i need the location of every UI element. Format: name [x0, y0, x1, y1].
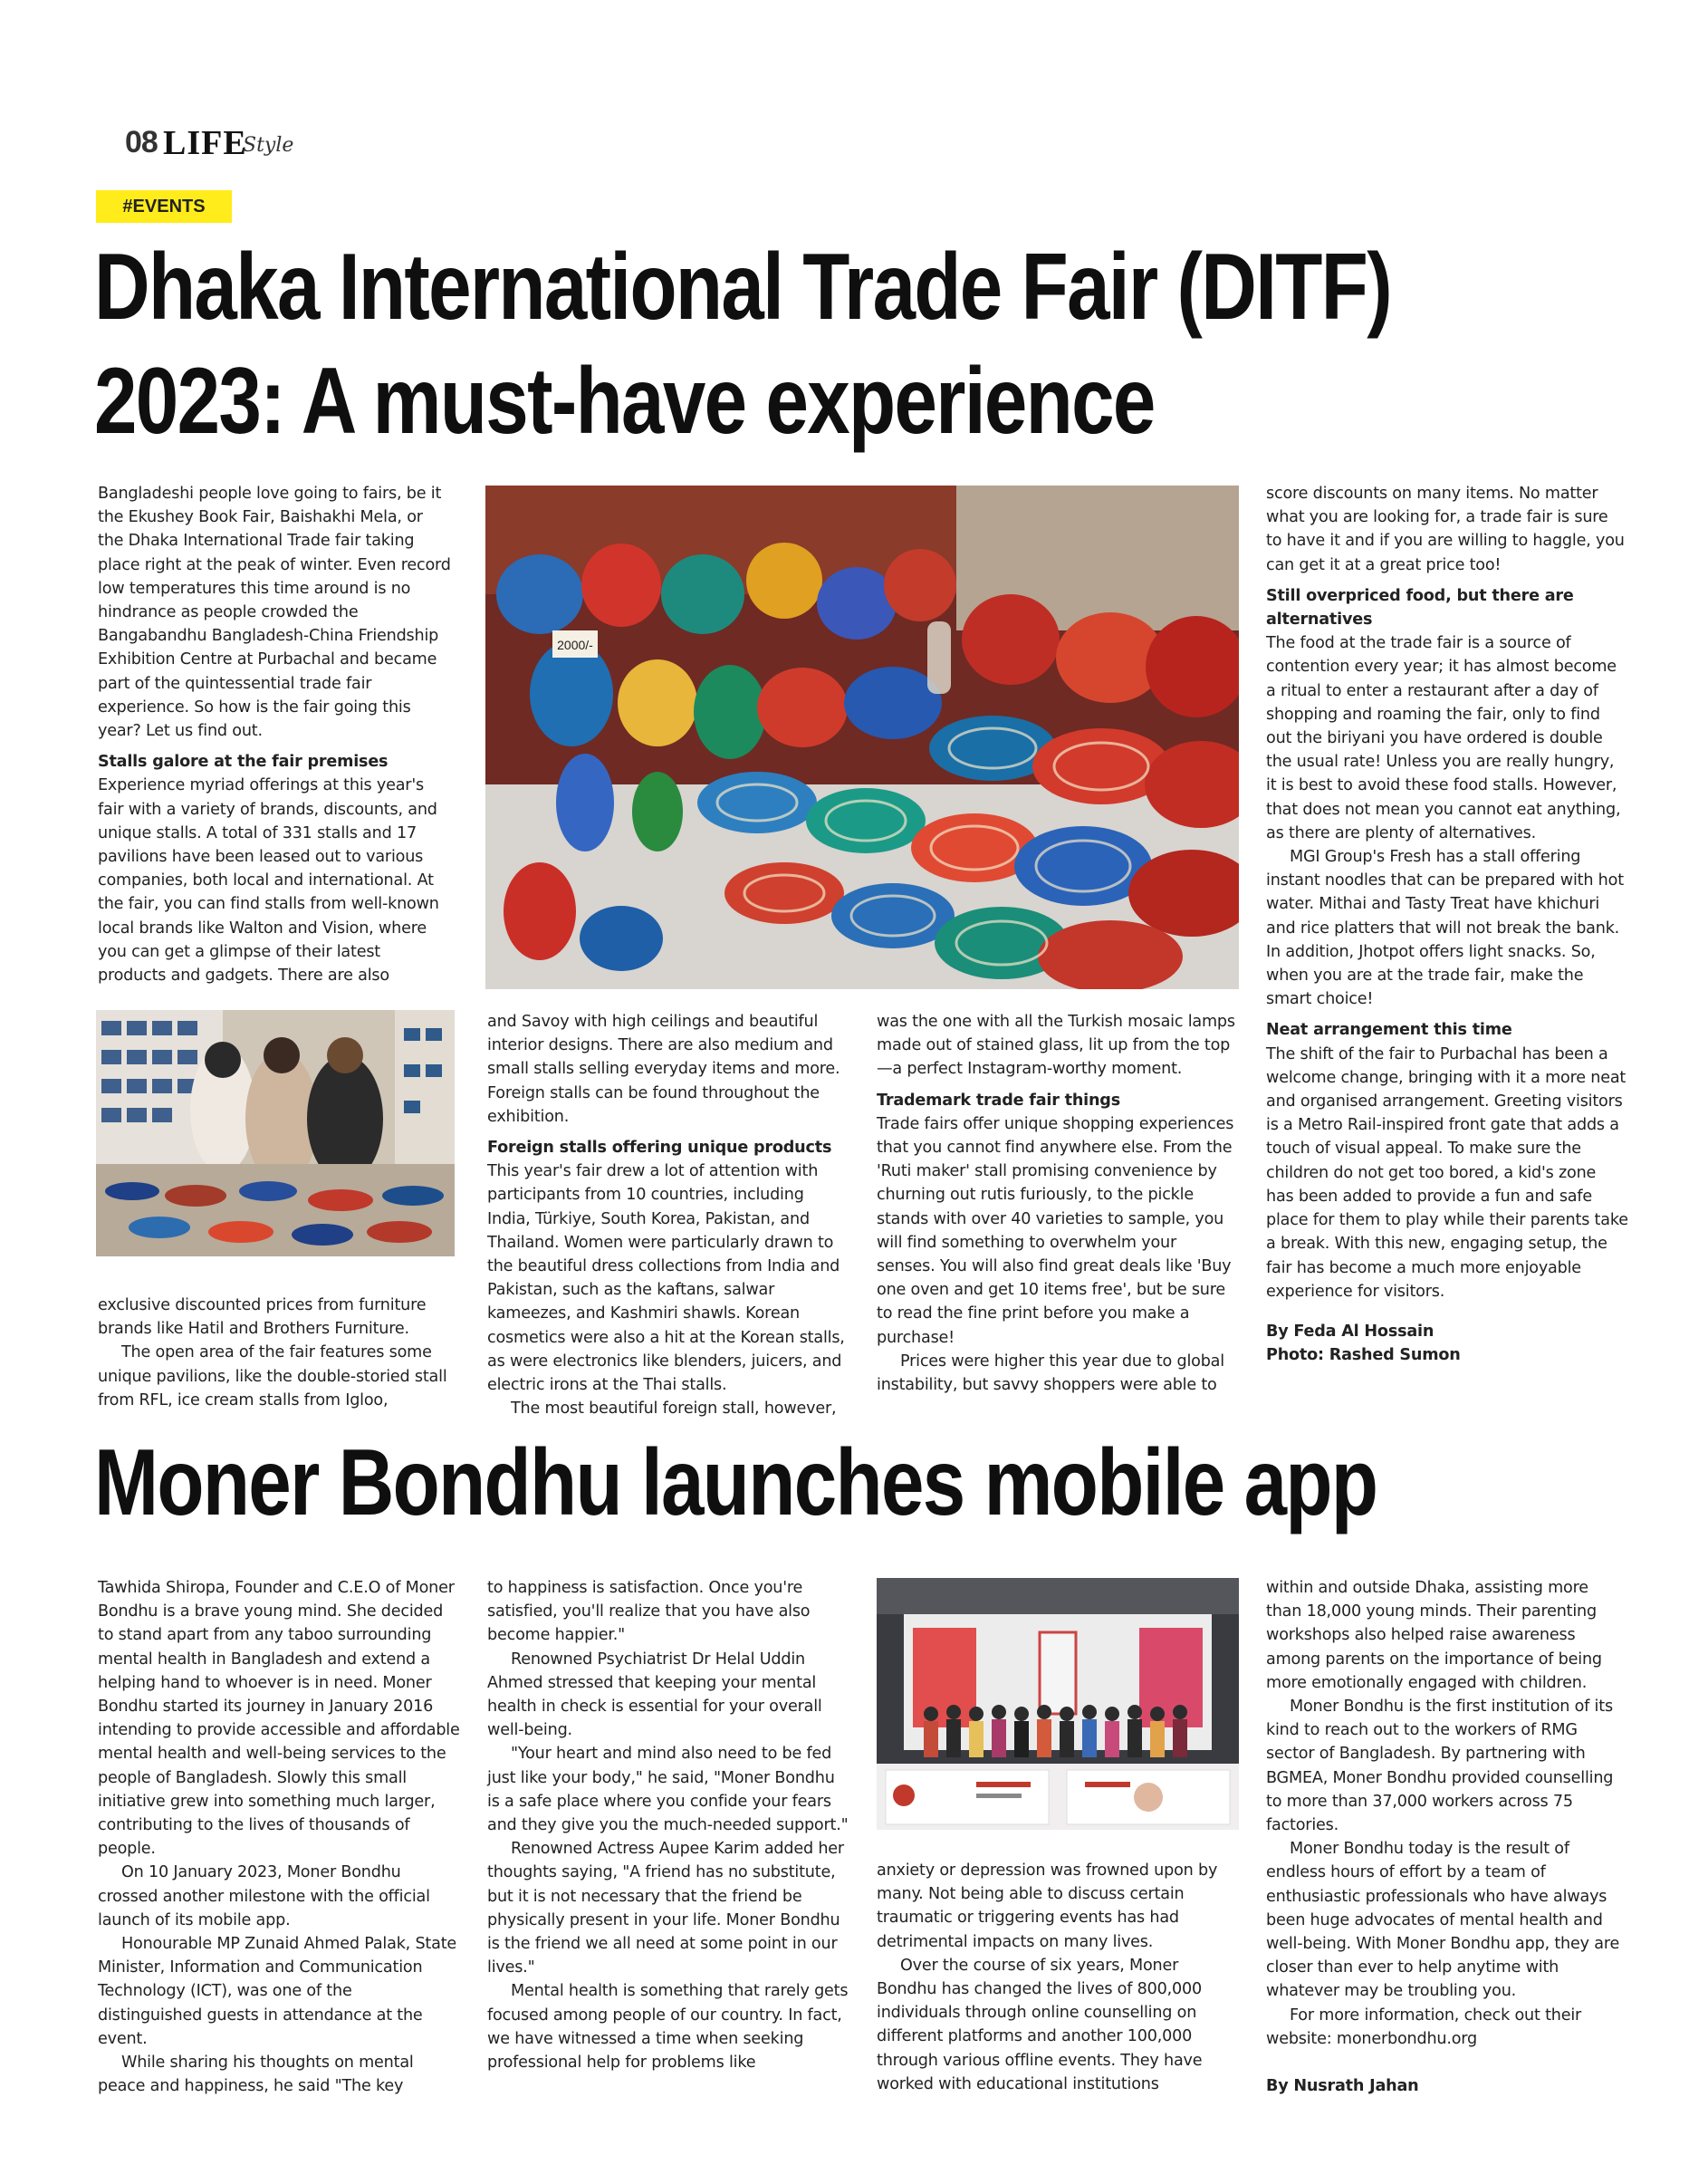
ditf-column-2	[487, 1010, 849, 1420]
subheading-foreign-stalls: Foreign stalls offering unique products	[487, 1139, 832, 1158]
ditf-column-1-top	[98, 482, 451, 987]
paragraph: anxiety or depression was frowned upon by many. Not being able to discuss certain traumatic or triggering events has had detrimental impacts on many lives.	[877, 1861, 1218, 1951]
paragraph: to happiness is satisfaction. Once you're satisfied, you'll realize that you have also become happier."	[487, 1579, 811, 1645]
photo-turkish-ceramics	[485, 486, 1239, 989]
paragraph: "Your heart and mind also need to be fed just like your body," he said, "Moner Bondhu is a safe place where you confide your fears and they give you the much-needed support."	[487, 1745, 849, 1835]
paragraph: Mental health is something that rarely gets focused among people of our country. In fact, we have witnessed a time when seeking professional help for problems like	[487, 1982, 849, 2073]
headline-ditf-line1: Dhaka International Trade Fair (DITF)	[94, 235, 1391, 340]
paragraph: Bangladeshi people love going to fairs, be it the Ekushey Book Fair, Baishakhi Mela, or the Dhaka International Trade fair taking place right at the peak of winter. Even record low temperatures this time around is no hindrance as people crowded the Bangabandhu Bangladesh-China Friendship Exhibition Centre at Purbachal and became part of the quintessential trade fair experience. So how is the fair going this year? Let us find out.	[98, 485, 451, 741]
paragraph: Experience myriad offerings at this year's fair with a variety of brands, discounts, and unique stalls. A total of 331 stalls and 17 pavilions have been leased out to various companies, both local and international. At the fair, you can find stalls from well-known local brands like Walton and Vision, where you can get a glimpse of their latest products and gadgets. There are also	[98, 776, 439, 986]
paragraph: For more information, check out their website: monerbondhu.org	[1266, 2006, 1582, 2048]
paragraph: The shift of the fair to Purbachal has been a welcome change, bringing with it a more neat and organised arrangement. Greeting visitors is a Metro Rail-inspired front gate that adds a touch of visual appeal. To make sure the children do not get too bored, a kid's zone has been added to provide a fun and safe place for them to play while their parents take a break. With this new, engaging setup, the fair has become a much more enjoyable experience for visitors.	[1266, 1044, 1628, 1301]
subheading-overpriced-food: Still overpriced food, but there are alternatives	[1266, 586, 1574, 630]
ceramics-price-sign: 2000/-	[557, 638, 593, 652]
paragraph: While sharing his thoughts on mental peace and happiness, he said "The key	[98, 2054, 414, 2096]
subheading-stalls-galore: Stalls galore at the fair premises	[98, 753, 389, 772]
moner-bondhu-column-3	[877, 1859, 1239, 2096]
moner-bondhu-column-4	[1266, 1576, 1628, 2098]
ditf-column-3	[877, 1010, 1239, 1397]
paragraph: The food at the trade fair is a source of contention every year; it has almost become a ritual to enter a restaurant after a day of shopping and roaming the fair, only to find out the biriyani you have ordered is double the usual rate! Unless you are really hungry, it is best to avoid these food stalls. However, that does not mean you cannot eat anything, as there are plenty of alternatives.	[1266, 634, 1621, 842]
masthead-logo-sub: Style	[243, 134, 294, 157]
paragraph: Renowned Psychiatrist Dr Helal Uddin Ahmed stressed that keeping your mental health in check is essential for your overall well-being.	[487, 1650, 822, 1740]
paragraph: exclusive discounted prices from furniture brands like Hatil and Brothers Furniture.	[98, 1296, 427, 1339]
moner-bondhu-column-2	[487, 1576, 849, 2074]
moner-bondhu-column-1	[98, 1576, 460, 2098]
paragraph: Moner Bondhu is the first institution of its kind to reach out to the workers of RMG sector of Bangladesh. By partnering with BGMEA, Moner Bondhu provided counselling to more than 37,000 workers across 75 factories.	[1266, 1698, 1614, 1835]
paragraph: Tawhida Shiropa, Founder and C.E.O of Moner Bondhu is a brave young mind. She decided to stand apart from any taboo surrounding mental health in Bangladesh and extend a helping hand to whoever is in need. Moner Bondhu started its journey in January 2016 intending to provide accessible and affordable mental health and well-being services to the people of Bangladesh. Slowly this small initiative grew into something much larger, contributing to the lives of thousands of people.	[98, 1579, 460, 1859]
shoppers-illustration	[96, 1010, 455, 1256]
paragraph: Trade fairs offer unique shopping experiences that you cannot find anywhere else. From the 'Ruti maker' stall promising convenience by churning out rutis furiously, to the pickle stands with over 40 varieties to sample, you will find something to overwhelm your senses. You will also find great deals like 'Buy one oven and get 10 items free', but be sure to read the fine print before you make a purchase!	[877, 1114, 1234, 1347]
launch-event-illustration	[877, 1578, 1239, 1830]
paragraph: This year's fair drew a lot of attention with participants from 10 countries, including India, Türkiye, South Korea, Pakistan, and Thailand. Women were particularly drawn to the beautiful dress collections from India and Pakistan, such as the kaftans, salwar kameezes, and Kashmiri shawls. Korean cosmetics were also a hit at the Korean stalls, as were electronics like blenders, juicers, and electric irons at the Thai stalls.	[487, 1162, 845, 1395]
paragraph: MGI Group's Fresh has a stall offering instant noodles that can be prepared with hot water. Mithai and Tasty Treat have khichuri and rice platters that will not break the bank. In addition, Jhotpot offers light snacks. So, when you are at the trade fair, make the smart choice!	[1266, 848, 1624, 1009]
byline-moner-bondhu: By Nusrath Jahan	[1266, 2077, 1419, 2096]
page-number: 08	[125, 125, 158, 159]
paragraph: score discounts on many items. No matter what you are looking for, a trade fair is sure to have it and if you are willing to haggle, you can get it at a great price too!	[1266, 485, 1625, 574]
masthead-logo: LIFE	[163, 124, 247, 162]
headline-ditf-line2: 2023: A must-have experience	[94, 349, 1155, 454]
paragraph: Prices were higher this year due to global instability, but savvy shoppers were able to	[877, 1352, 1224, 1395]
section-tag: #EVENTS	[96, 190, 232, 223]
photo-credit-ditf: Photo: Rashed Sumon	[1266, 1346, 1461, 1365]
paragraph: Moner Bondhu today is the result of endless hours of effort by a team of enthusiastic professionals who have always been huge advocates of mental health and well-being. With Moner Bondhu app, they are closer than ever to help anytime with whatever may be troubling you.	[1266, 1840, 1620, 2001]
ditf-column-4	[1266, 482, 1628, 1367]
paragraph: and Savoy with high ceilings and beautiful interior designs. There are also medium and small stalls selling everyday items and more. Foreign stalls can be found throughout the exhibition.	[487, 1013, 840, 1126]
paragraph: On 10 January 2023, Moner Bondhu crossed another milestone with the official launch of its mobile app.	[98, 1863, 430, 1929]
paragraph: Over the course of six years, Moner Bondhu has changed the lives of 800,000 individuals through online counselling on different platforms and another 100,000 through various offline events. They have worked with educational institutions	[877, 1956, 1203, 2093]
photo-shoppers-at-stall	[96, 1010, 455, 1256]
paragraph: was the one with all the Turkish mosaic lamps made out of stained glass, lit up from the top—a perfect Instagram-worthy moment.	[877, 1013, 1235, 1079]
paragraph: Honourable MP Zunaid Ahmed Palak, State Minister, Information and Communication Technology (ICT), was one of the distinguished guests in attendance at the event.	[98, 1935, 457, 2048]
paragraph: The most beautiful foreign stall, however,	[511, 1400, 837, 1419]
paragraph: The open area of the fair features some unique pavilions, like the double-storied stall from RFL, ice cream stalls from Igloo,	[98, 1343, 447, 1409]
photo-app-launch-event	[877, 1578, 1239, 1830]
byline-ditf: By Feda Al Hossain	[1266, 1322, 1435, 1341]
paragraph: within and outside Dhaka, assisting more than 18,000 young minds. Their parenting workshops also helped raise awareness among parents on the importance of being more emotionally engaged with children.	[1266, 1579, 1602, 1692]
ditf-column-1-bottom	[98, 1294, 451, 1412]
paragraph: Renowned Actress Aupee Karim added her thoughts saying, "A friend has no substitute, but it is not necessary that the friend be physically present in your life. Moner Bondhu is the friend we all need at some point in our lives."	[487, 1840, 844, 1977]
subheading-trademark-things: Trademark trade fair things	[877, 1091, 1120, 1110]
ceramics-illustration	[485, 486, 1239, 989]
subheading-neat-arrangement: Neat arrangement this time	[1266, 1021, 1512, 1040]
headline-moner-bondhu: Moner Bondhu launches mobile app	[94, 1430, 1377, 1535]
